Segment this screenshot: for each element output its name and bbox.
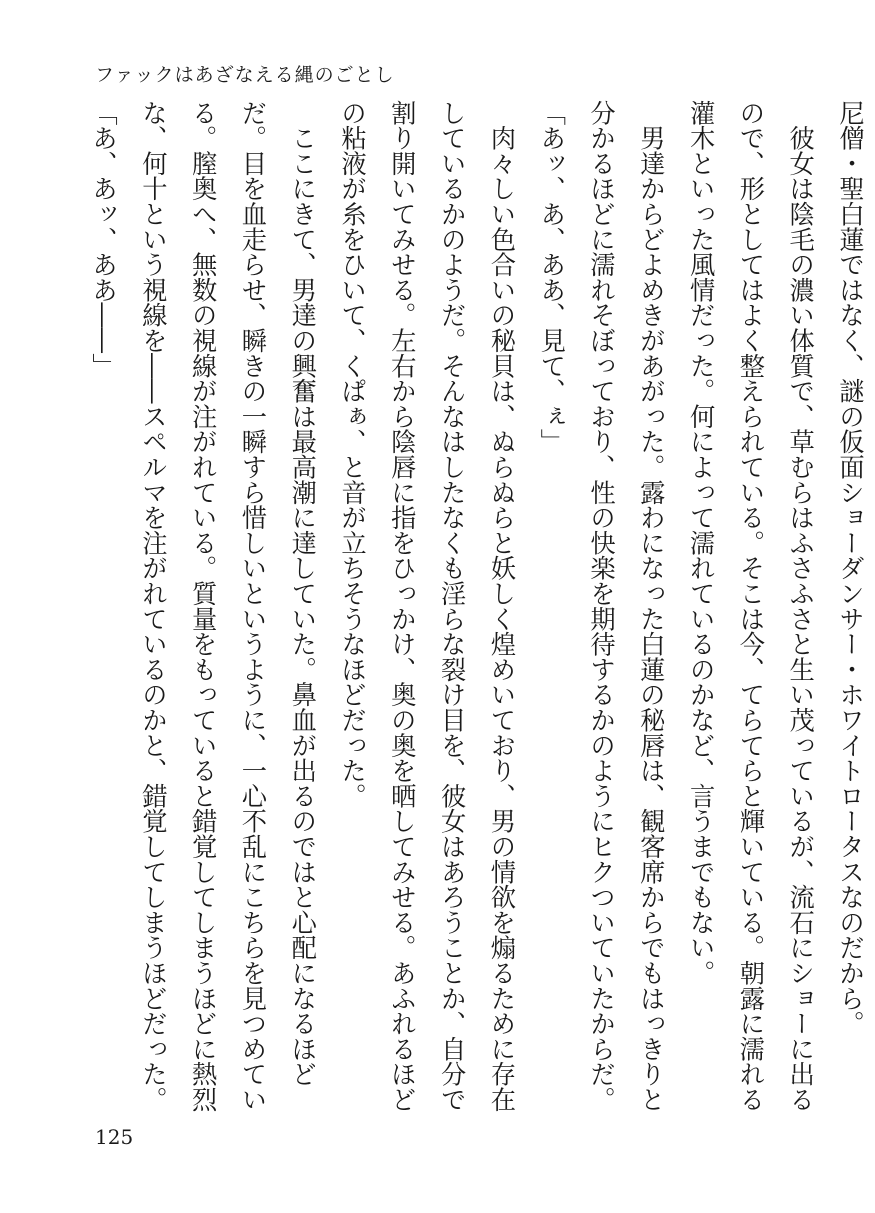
text-line: しているかのようだ。そんなはしたなくも淫らな裂け目を、彼女はあろうことか、自分で bbox=[437, 100, 467, 1112]
text-line: ので、形としてはよく整えられている。そこは今、てらてらと輝いている。朝露に濡れる bbox=[736, 100, 766, 1112]
text-line: 彼女は陰毛の濃い体質で、草むらはふさふさと生い茂っているが、流石にショーに出る bbox=[786, 100, 816, 1112]
text-line: の粘液が糸をひいて、くぱぁ、と音が立ちそうなほどだった。 bbox=[338, 100, 368, 809]
text-line: る。膣奥へ、無数の視線が注がれている。質量をもっていると錯覚してしまうほどに熱烈 bbox=[188, 100, 218, 1112]
page-number: 125 bbox=[95, 1125, 134, 1149]
text-line: 割り開いてみせる。左右から陰唇に指をひっかけ、奥の奥を晒してみせる。あふれるほど bbox=[387, 100, 417, 1112]
text-line: 灌木といった風情だった。何によって濡れているのかなど、言うまでもない。 bbox=[686, 100, 716, 986]
text-line: 分かるほどに濡れそぼっており、性の快楽を期待するかのようにヒクついていたからだ。 bbox=[587, 100, 617, 1112]
running-header: ファックはあざなえる縄のごとし bbox=[95, 64, 395, 86]
text-line: ここにきて、男達の興奮は最高潮に達していた。鼻血が出るのではと心配になるほど bbox=[288, 100, 318, 1087]
text-line: な、何十という視線を――スペルマを注がれているのかと、錯覚してしまうほどだった。 bbox=[138, 100, 168, 1112]
text-line: 男達からどよめきがあがった。露わになった白蓮の秘唇は、観客席からでもはっきりと bbox=[636, 100, 666, 1112]
text-line: 尼僧・聖白蓮ではなく、謎の仮面ショーダンサー・ホワイトロータスなのだから。 bbox=[836, 100, 865, 1037]
text-line: 「あッ、あ、ああ、見て、ぇ」 bbox=[537, 100, 567, 455]
text-line: だ。目を血走らせ、瞬きの一瞬すら惜しいというように、一心不乱にこちらを見つめてい bbox=[238, 100, 268, 1112]
vertical-body-text bbox=[78, 100, 875, 1115]
text-line: 肉々しい色合いの秘貝は、ぬらぬらと妖しく煌めいており、男の情欲を煽るために存在 bbox=[487, 100, 517, 1112]
text-line: 「あ、あッ、ああ――」 bbox=[89, 100, 119, 379]
